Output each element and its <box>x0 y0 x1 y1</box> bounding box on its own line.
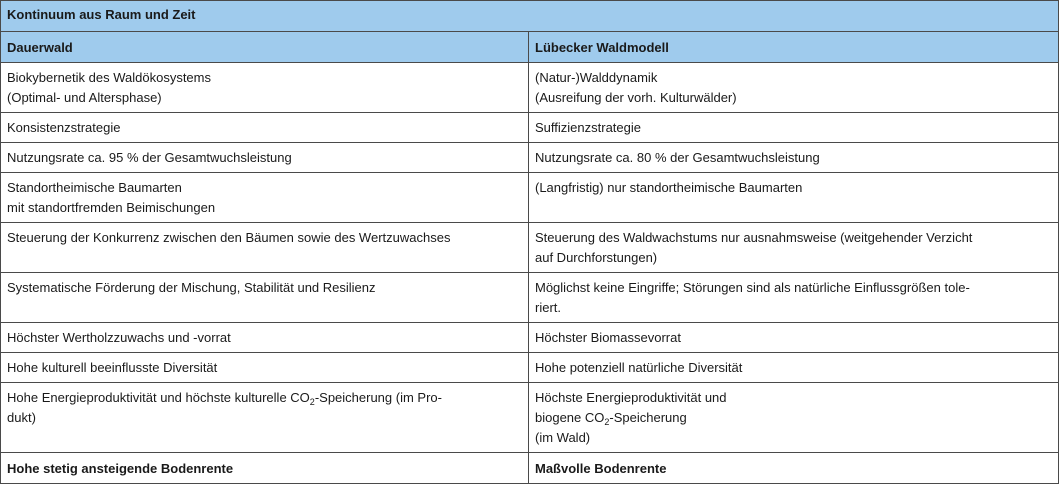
cell-text: Systematische Förderung der Mischung, Stabilität und Resilienz <box>7 280 376 295</box>
table-cell-right <box>529 173 1059 223</box>
table-cell-left <box>1 63 529 113</box>
table-cell-left <box>1 323 529 353</box>
table-cell-left <box>1 353 529 383</box>
cell-text: Höchster Wertholzzuwachs und -vorrat <box>7 330 231 345</box>
cell-text: auf Durchforstungen) <box>535 250 658 265</box>
cell-text: Möglichst keine Eingriffe; Störungen sind als natürliche Einflussgrößen tole- <box>535 280 970 295</box>
cell-text: Konsistenzstrategie <box>7 120 121 135</box>
cell-text: biogene CO <box>535 410 605 425</box>
cell-text: Suffizienzstrategie <box>535 120 641 135</box>
cell-text: Hohe Energieproduktivität und höchste kulturelle CO <box>7 390 310 405</box>
table-cell-left <box>1 383 529 453</box>
cell-text: Höchste Energieproduktivität und <box>535 390 727 405</box>
table-header-row <box>1 32 1059 63</box>
table-cell-left <box>1 143 529 173</box>
table-cell-right <box>529 143 1059 173</box>
table-row <box>1 63 1059 113</box>
table-row <box>1 113 1059 143</box>
table-body <box>1 63 1059 484</box>
table-cell-right <box>529 323 1059 353</box>
cell-text: dukt) <box>7 410 36 425</box>
cell-text: (Ausreifung der vorh. Kulturwälder) <box>535 90 737 105</box>
column-header-dauerwald: Dauerwald <box>1 32 529 63</box>
subscript: 2 <box>309 397 315 407</box>
table-row <box>1 323 1059 353</box>
cell-text: Höchster Biomassevorrat <box>535 330 681 345</box>
table-cell-right <box>529 63 1059 113</box>
table-cell-right <box>529 113 1059 143</box>
subscript: 2 <box>604 417 610 427</box>
cell-text: (Natur-)Walddynamik <box>535 70 658 85</box>
cell-text: Biokybernetik des Waldökosystems <box>7 70 211 85</box>
cell-text: Steuerung der Konkurrenz zwischen den Bäumen sowie des Wertzuwachses <box>7 230 451 245</box>
cell-text: Steuerung des Waldwachstums nur ausnahmsweise (weitgehender Verzicht <box>535 230 973 245</box>
table-cell-right <box>529 353 1059 383</box>
table-cell-right <box>529 223 1059 273</box>
cell-text: Hohe potenziell natürliche Diversität <box>535 360 743 375</box>
table-row <box>1 353 1059 383</box>
table-cell-right: Maßvolle Bodenrente <box>529 453 1059 484</box>
table-row <box>1 173 1059 223</box>
table-row <box>1 273 1059 323</box>
table-cell-left <box>1 223 529 273</box>
cell-text: (Langfristig) nur standortheimische Baumarten <box>535 180 803 195</box>
cell-text: -Speicherung <box>609 410 687 425</box>
table-cell-left <box>1 113 529 143</box>
table-row <box>1 143 1059 173</box>
table-row <box>1 223 1059 273</box>
cell-text: riert. <box>535 300 561 315</box>
table-row-co2 <box>1 383 1059 453</box>
table-title-row <box>1 1 1059 32</box>
table-title: Kontinuum aus Raum und Zeit <box>1 1 1059 32</box>
cell-text: (im Wald) <box>535 430 591 445</box>
table-cell-right <box>529 383 1059 453</box>
cell-text: Hohe kulturell beeinflusste Diversität <box>7 360 218 375</box>
table-cell-left: Hohe stetig ansteigende Bodenrente <box>1 453 529 484</box>
cell-text: (Optimal- und Altersphase) <box>7 90 162 105</box>
cell-text: Nutzungsrate ca. 95 % der Gesamtwuchsleistung <box>7 150 292 165</box>
table-cell-right <box>529 273 1059 323</box>
table-cell-left <box>1 273 529 323</box>
cell-text: -Speicherung (im Pro- <box>314 390 442 405</box>
cell-text: Nutzungsrate ca. 80 % der Gesamtwuchsleistung <box>535 150 820 165</box>
cell-text: mit standortfremden Beimischungen <box>7 200 216 215</box>
column-header-luebecker-waldmodell: Lübecker Waldmodell <box>529 32 1059 63</box>
table-row-bodenrente <box>1 453 1059 484</box>
cell-text: Standortheimische Baumarten <box>7 180 182 195</box>
table-cell-left <box>1 173 529 223</box>
